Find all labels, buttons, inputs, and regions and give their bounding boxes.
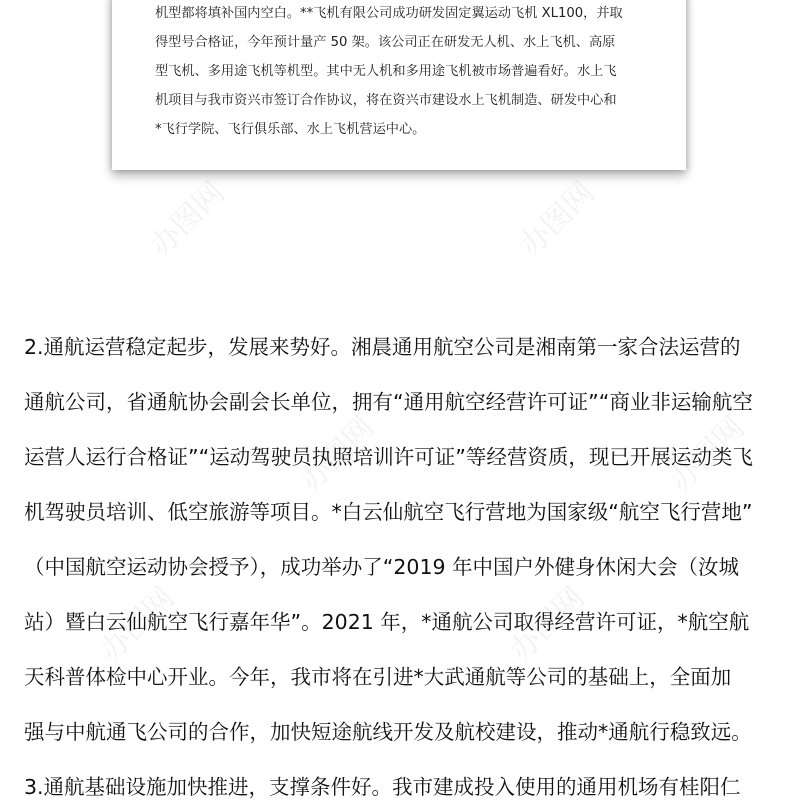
watermark-text: 办图网: [93, 580, 182, 669]
paragraph-text-line: 天科普体检中心开业。今年，我市将在引进*大武通航等公司的基础上，全面加: [24, 665, 732, 689]
card-text-line: 机项目与我市资兴市签订合作协议，将在资兴市建设水上飞机制造、研发中心和: [155, 93, 617, 108]
paragraph-text-line: 运营人运行合格证”“运动驾驶员执照培训许可证”等经营资质，现已开展运动类飞: [24, 445, 753, 469]
card-text-line: 型飞机、多用途飞机等机型。其中无人机和多用途飞机被市场普遍看好。水上飞: [155, 64, 617, 79]
watermark-text: 办图网: [513, 175, 602, 264]
card-text-line: *飞行学院、飞行俱乐部、水上飞机营运中心。: [155, 122, 426, 137]
paragraph-text-line: 2.通航运营稳定起步，发展来势好。湘晨通用航空公司是湘南第一家合法运营的: [24, 335, 741, 359]
paragraph-text-line: 站）暨白云仙航空飞行嘉年华”。2021 年，*通航公司取得经营许可证，*航空航: [24, 610, 750, 634]
watermark-text: 办图网: [663, 410, 752, 499]
paragraph-text-line: 强与中航通飞公司的合作，加快短途航线开发及航校建设，推动*通航行稳致远。: [24, 720, 752, 744]
paragraph-text-line: 3.通航基础设施加快推进，支撑条件好。我市建成投入使用的通用机场有桂阳仁: [24, 775, 741, 799]
card-text-line: 得型号合格证，今年预计量产 50 架。该公司正在研发无人机、水上飞机、高原: [155, 35, 616, 50]
watermark-text: 办图网: [293, 410, 382, 499]
paragraph-text-line: （中国航空运动协会授予），成功举办了“2019 年中国户外健身休闲大会（汝城: [24, 555, 740, 579]
watermark-text: 办图网: [503, 580, 592, 669]
watermark-text: 办图网: [143, 175, 232, 264]
paragraph-text-line: 机驾驶员培训、低空旅游等项目。*白云仙航空飞行营地为国家级“航空飞行营地”: [24, 500, 753, 524]
card-text-line: 机型都将填补国内空白。**飞机有限公司成功研发固定翼运动飞机 XL100，并取: [155, 6, 623, 21]
paragraph-text-line: 通航公司，省通航协会副会长单位，拥有“通用航空经营许可证”“商业非运输航空: [24, 390, 753, 414]
